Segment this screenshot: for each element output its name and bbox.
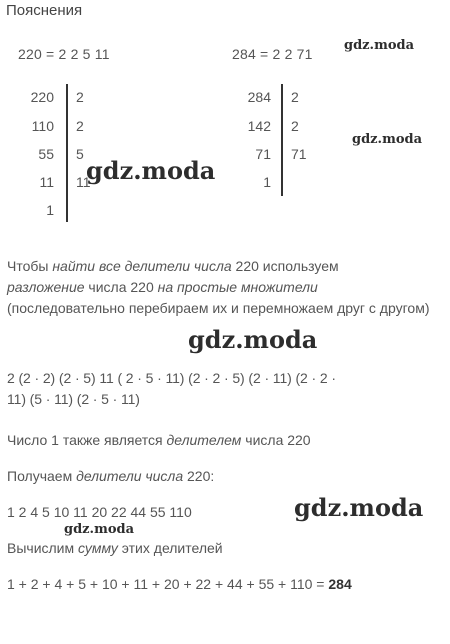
table-divider-line [281,84,283,196]
dividend: 220 [30,89,54,105]
emphasis-text: на простые множители [157,279,318,295]
emphasis-text: разложение [7,279,85,295]
divisor: 2 [76,118,84,134]
text: Число 1 также является [7,432,167,448]
factorization-220: 220 = 2 2 5 11 [18,46,110,62]
dividend: 55 [38,146,54,162]
dividend: 284 [247,89,271,105]
page-title: Пояснения [6,2,83,19]
table-divider-line [66,84,68,222]
watermark-logo: gdz.moda [86,156,216,185]
sum-expression [7,574,437,595]
note-paragraph [7,430,437,451]
emphasis-text: делителем [166,432,242,448]
emphasis-text: найти все делители числа [52,258,232,274]
watermark-logo: gdz.moda [64,522,135,537]
text: Чтобы [7,258,53,274]
text: 220: [183,468,215,484]
dividend: 71 [255,146,271,162]
watermark-logo: gdz.moda [352,132,423,147]
emphasis-text: сумму [78,540,118,556]
dividend: 142 [247,118,271,134]
combinations-line: 11) (5 · 11) (2 · 5 · 11) [7,391,140,407]
dividend: 1 [46,202,54,218]
combinations-line: 2 (2 · 2) (2 · 5) 11 ( 2 · 5 · 11) (2 · 2 · 5) (2 · 11) (2 · 2 · [7,370,336,386]
factorization-284: 284 = 2 2 71 [232,46,313,62]
text: Получаем [7,468,77,484]
explanation-paragraph [7,256,437,319]
text: (последовательно перебираем их и перемножаем друг с другом) [7,300,430,316]
divisor: 11 [76,174,91,190]
text: числа 220 [241,432,311,448]
dividend: 1 [263,174,271,190]
watermark-logo: gdz.moda [294,493,424,522]
watermark-logo: gdz.moda [344,38,415,53]
divisors-list: 1 2 4 5 10 11 20 22 44 55 110 [7,504,192,520]
text: Вычислим [7,540,79,556]
emphasis-text: делители числа [76,468,184,484]
sum-result: 284 [328,576,352,592]
divisor: 2 [291,118,299,134]
watermark-logo: gdz.moda [188,325,318,354]
divisor-combinations [7,368,437,410]
result-paragraph [7,466,437,487]
text: числа 220 [84,279,158,295]
sum-paragraph [7,538,437,559]
text: 220 используем [231,258,339,274]
dividend: 110 [31,118,54,134]
text: этих делителей [117,540,223,556]
divisor: 71 [291,146,307,162]
divisor: 2 [76,89,84,105]
sum-terms: 1 + 2 + 4 + 5 + 10 + 11 + 20 + 22 + 44 + 55 + 110 = [7,576,329,592]
dividend: 11 [39,174,54,190]
divisor: 5 [76,146,84,162]
divisor: 2 [291,89,299,105]
